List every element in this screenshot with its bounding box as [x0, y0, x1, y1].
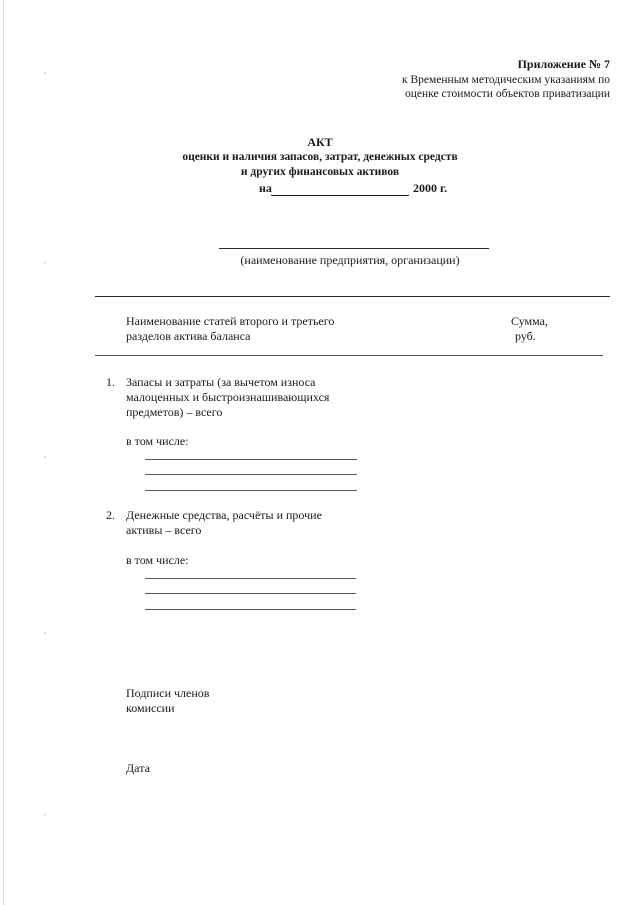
organization-fill-line [219, 248, 489, 249]
appendix-line-2: оценке стоимости объектов приватизации [405, 88, 610, 100]
item-2-including: в том числе: [126, 553, 189, 567]
sum-header-line-1: Сумма, [511, 314, 548, 328]
date-prefix: на [259, 181, 272, 195]
act-title-line-1: оценки и наличия запасов, затрат, денежных средств [182, 151, 458, 163]
header-bottom-rule [95, 355, 603, 356]
date-label: Дата [126, 761, 150, 775]
sum-header-line-2: руб. [515, 329, 536, 343]
signatures-line-1: Подписи членов [126, 686, 210, 700]
date-suffix: 2000 г. [413, 181, 448, 195]
appendix-title: Приложение № 7 [517, 57, 610, 71]
item-2-fill-line-2 [145, 593, 356, 594]
items-header-line-2: разделов актива баланса [126, 329, 251, 343]
item-1-fill-line-1 [145, 459, 357, 460]
item-1-text [126, 375, 329, 420]
scan-mark: ‹ [44, 68, 47, 77]
scan-mark: ‹ [44, 258, 47, 267]
item-2-number: 2. [106, 508, 115, 522]
item-1-number: 1. [106, 375, 115, 389]
item-1-fill-line-2 [145, 474, 357, 475]
scan-mark: ‹ [44, 452, 47, 461]
item-1-including: в том числе: [126, 434, 189, 448]
signatures-line-2: комиссии [126, 701, 175, 715]
appendix-line-1: к Временным методическим указаниям по [402, 74, 610, 86]
signatures-label [126, 686, 209, 716]
item-2-line-2: активы – всего [126, 523, 202, 537]
organization-caption: (наименование предприятия, организации) [240, 253, 460, 267]
scan-mark: ‹ [44, 628, 47, 637]
items-column-header [126, 314, 334, 344]
item-1-line-3: предметов) – всего [126, 405, 223, 419]
scan-mark: ‹ [44, 810, 47, 819]
item-2-fill-line-1 [145, 578, 356, 579]
item-1-line-2: малоценных и быстроизнашивающихся [126, 390, 330, 404]
items-header-line-1: Наименование статей второго и третьего [126, 314, 335, 328]
item-2-line-1: Денежные средства, расчёты и прочие [126, 508, 322, 522]
appendix-subtitle [402, 73, 610, 101]
item-2-fill-line-3 [145, 609, 356, 610]
date-fill-line [271, 195, 409, 196]
item-1-line-1: Запасы и затраты (за вычетом износа [126, 375, 316, 389]
act-title: АКТ [307, 135, 333, 149]
sum-column-header [511, 314, 548, 344]
item-1-fill-line-3 [145, 490, 357, 491]
item-2-text [126, 508, 322, 538]
header-top-rule [95, 296, 610, 297]
act-title-line-2: и других финансовых активов [240, 166, 400, 178]
